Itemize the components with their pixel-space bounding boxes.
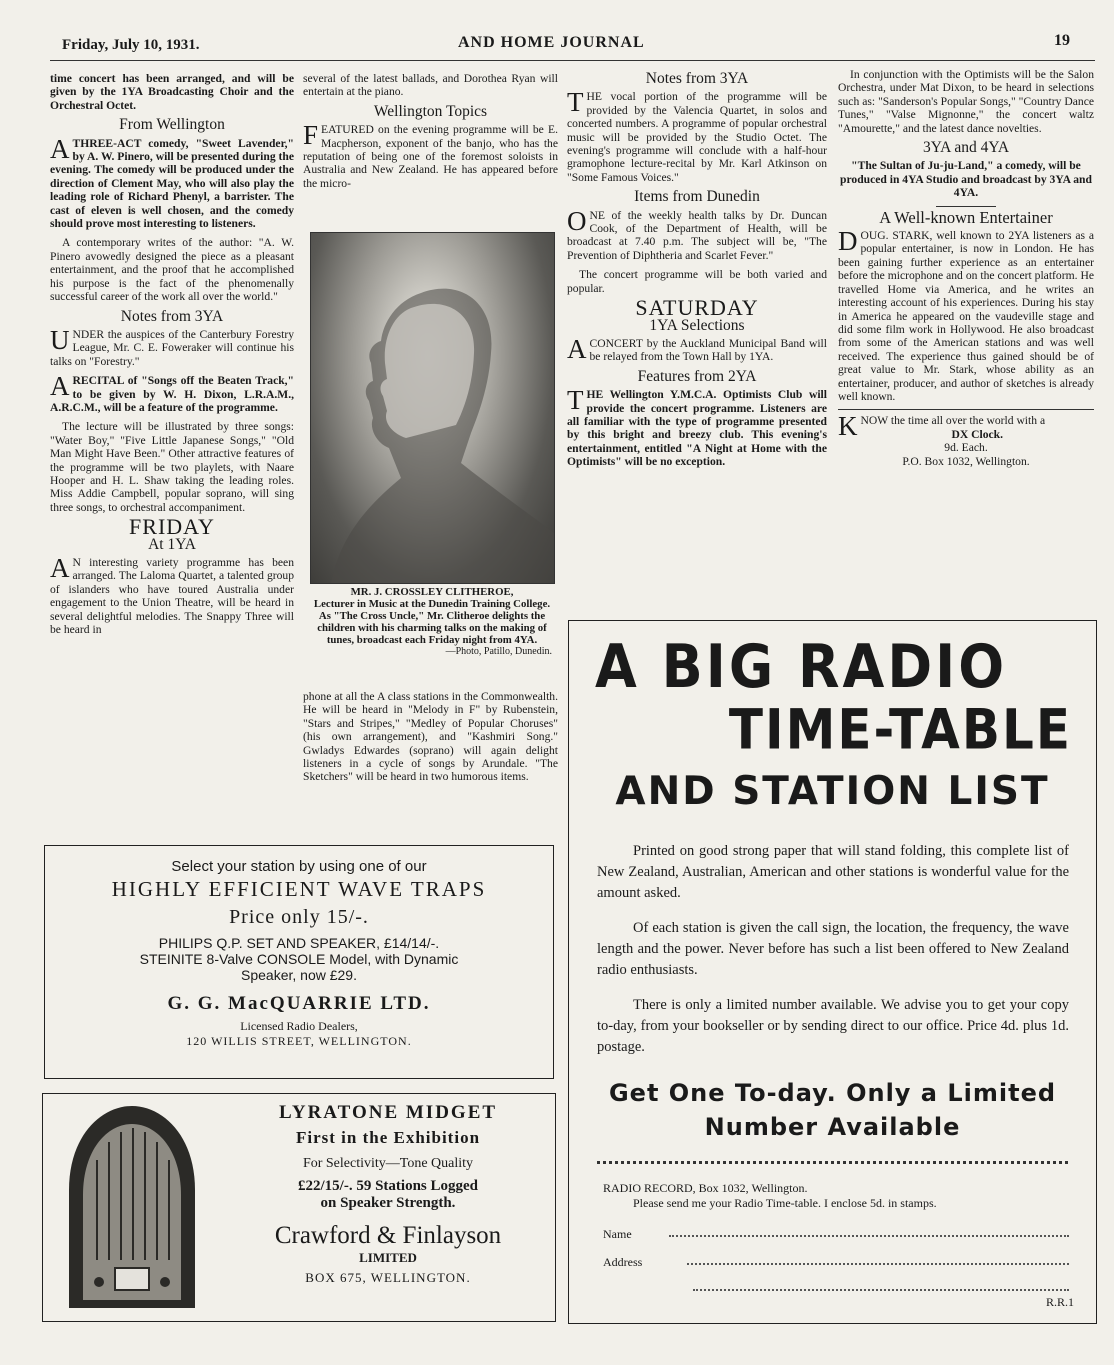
wave-ad-line8: Licensed Radio Dealers, [240, 1019, 358, 1033]
wave-ad-price: Price only 15/-. [229, 906, 369, 928]
heading-at-1ya: At 1YA [148, 535, 196, 553]
heading-friday: FRIDAY [129, 514, 215, 540]
drop-cap: O [567, 205, 587, 236]
wave-ad-line2: HIGHLY EFFICIENT WAVE TRAPS [111, 877, 487, 901]
header-rule [50, 60, 1095, 61]
coupon-address-label: Address [603, 1255, 643, 1269]
lyratone-address: BOX 675, WELLINGTON. [305, 1270, 471, 1285]
column-2-continued [303, 690, 558, 790]
coupon-address-field-1[interactable] [687, 1263, 1069, 1265]
col1-p2: A contemporary writes of the author: "A. W. Pinero avowedly designed the piece as a pleasant entertainment, and the proof that he accomplished his purpose is the fact of the phenomenally successful career of the work all over the world." [50, 236, 294, 304]
col4-p1: In conjunction with the Optimists will be the Salon Orchestra, under Mat Dixon, to be heard in selections such as: "Sanderson's Popular Songs," "Country Dance Tunes," "Valse Mignonne," the concert waltz "Amourette," and the latest dance novelties. [838, 68, 1094, 135]
coupon-name-field[interactable] [669, 1235, 1069, 1237]
drop-cap: A [50, 133, 70, 164]
lyratone-limited: LIMITED [359, 1250, 417, 1265]
header-title: AND HOME JOURNAL [458, 34, 645, 51]
coupon-request: Please send me your Radio Time-table. I enclose 5d. in stamps. [633, 1196, 937, 1210]
wave-traps-ad [44, 845, 554, 1079]
heading-notes-3ya: Notes from 3YA [120, 307, 224, 325]
wave-ad-line1: Select your station by using one of our [171, 858, 427, 875]
drop-cap: T [567, 87, 584, 118]
heading-notes-3ya-b: Notes from 3YA [645, 70, 749, 87]
divider [936, 206, 996, 207]
coupon-address-field-2[interactable] [693, 1289, 1069, 1291]
portrait-photo [310, 232, 555, 584]
col1-p4: RECITAL of "Songs off the Beaten Track," to be given by W. H. Dixon, L.R.A.M., A.R.C.M., will be a feature of the programme. [50, 374, 294, 414]
drop-cap: D [838, 226, 858, 257]
coupon-divider [597, 1161, 1068, 1164]
heading-wellington-topics: Wellington Topics [373, 102, 488, 120]
drop-cap: A [50, 553, 70, 583]
column-2 [303, 72, 558, 196]
drop-cap: A [567, 333, 587, 364]
page-number: 19 [1054, 32, 1070, 49]
column-1 [50, 72, 294, 642]
lyratone-title: LYRATONE MIDGET [278, 1102, 498, 1123]
timetable-p3: There is only a limited number available. We advise you to get your copy to-day, from your bookseller or by sending direct to our office. Price 4d. plus 1d. postage. [597, 997, 1069, 1055]
timetable-headline-2: TIME-TABLE [728, 698, 1072, 762]
timetable-p1: Printed on good strong paper that will stand folding, this complete list of New Zealand, Australian, American and other stations is wonderful value for the amount asked. [597, 843, 1069, 901]
timetable-headline-1: A BIG RADIO [595, 631, 1008, 702]
heading-items-dunedin: Items from Dunedin [634, 188, 760, 206]
lyratone-price: £22/15/-. 59 Stations Logged [297, 1178, 478, 1194]
photo-credit: —Photo, Patillo, Dunedin. [445, 646, 552, 657]
col3-p1: HE vocal portion of the programme will be provided by the Valencia Quartet, in solos and concerted numbers. A programme of popular orchestral music will be provided by the Studio Octet. The evening's programme will conclude with a half-hour gramophone lecture-recital by Mr. Karl Atkinson on "Some Famous Voices." [567, 90, 827, 184]
wave-ad-line4: PHILIPS Q.P. SET AND SPEAKER, £14/14/-. [158, 935, 440, 951]
col1-p1: THREE-ACT comedy, "Sweet Lavender," by A. W. Pinero, will be presented during the evening. The comedy will be produced under the direction of Clement May, who will also play the leading role of Richard Phenyl, a barrister. The cast of eleven is well chosen, and the comedy should prove most interesting to listeners. [50, 136, 294, 231]
divider [838, 409, 1094, 410]
lyratone-ad [42, 1093, 556, 1322]
header-date: Friday, July 10, 1931. [62, 37, 200, 53]
col1-intro: time concert has been arranged, and will be given by the 1YA Broadcasting Choir and the Orchestral Octet. [50, 72, 294, 112]
lyratone-company: Crawford & Finlayson [274, 1222, 502, 1249]
lyratone-line3: For Selectivity—Tone Quality [302, 1156, 474, 1171]
col4-p3: OUG. STARK, well known to 2YA listeners as a popular entertainer, is now in London. He has been gaining further experience as an entertainer before the microphone and on the concert platform. He travelled Home via America, and he writes an interesting account of his experiences. During his stay in America he appeared on the vaudeville stage and did some film work in Hollywood. He also broadcast from some of the American stations and was well received. The experience thus gained should be of great value to Mr. Stark, whose ability as an entertainer, producer, and author of sketches is already well known. [838, 229, 1094, 403]
timetable-cta-line2: Number Available [704, 1113, 961, 1141]
heading-features-2ya: Features from 2YA [637, 367, 757, 385]
timetable-headline-3: AND STATION LIST [615, 769, 1050, 814]
col3-p4: CONCERT by the Auckland Municipal Band will be relayed from the Town Hall by 1YA. [589, 336, 827, 364]
dx-clock-ad-text: NOW the time all over the world with a [860, 414, 1046, 428]
drop-cap: U [50, 324, 70, 355]
coupon-code: R.R.1 [1045, 1295, 1074, 1309]
dx-clock-address: P.O. Box 1032, Wellington. [902, 454, 1030, 468]
col2-intro: several of the latest ballads, and Dorothea Ryan will entertain at the piano. [303, 72, 558, 99]
wave-ad-address: 120 WILLIS STREET, WELLINGTON. [186, 1034, 412, 1048]
drop-cap: F [303, 120, 319, 151]
caption-name: MR. J. CROSSLEY CLITHEROE, [350, 586, 514, 598]
wave-ad-company: G. G. MacQUARRIE LTD. [167, 993, 431, 1014]
col3-p2: NE of the weekly health talks by Dr. Duncan Cook, of the Department of Health, will be broadcast at 7.40 p.m. The subject will be, "The Prevention of Diphtheria and Scarlet Fever." [567, 208, 827, 262]
dx-clock-name: DX Clock. [951, 427, 1004, 441]
heading-1ya-selections: 1YA Selections [649, 316, 745, 334]
drop-cap: K [838, 411, 858, 442]
heading-3ya-4ya: 3YA and 4YA [922, 139, 1010, 157]
caption-text: Lecturer in Music at the Dunedin Training College. As "The Cross Uncle," Mr. Clitheroe delights the children with his charming talks on the making of tunes, broadcast each Friday night from 4YA. [313, 598, 551, 646]
drop-cap: A [50, 371, 70, 402]
photo-caption [312, 586, 552, 658]
col3-p5: HE Wellington Y.M.C.A. Optimists Club will provide the concert programme. Listeners are all familiar with the type of programme presented by this bright and breezy club. This evening's entertainment, entitled "A Night at Home with the Optimists" will be no exception. [567, 388, 827, 469]
radio-set-illustration [57, 1100, 207, 1312]
timetable-p2: Of each station is given the call sign, the location, the frequency, the wave length and the power. Never before has such a list been offered to New Zealand radio enthusiasts. [597, 920, 1069, 978]
heading-saturday: SATURDAY [635, 295, 759, 321]
heading-well-known-entertainer: A Well-known Entertainer [879, 207, 1053, 227]
column-4 [838, 68, 1094, 468]
timetable-ad [568, 620, 1097, 1324]
wave-ad-line5: STEINITE 8-Valve CONSOLE Model, with Dynamic [139, 951, 459, 967]
col1-p5: The lecture will be illustrated by three songs: "Water Boy," "Five Little Japanese Songs," "Old Man Might Have Been." Other attractive features of the programme will be two playlets, with Naare Hooper and H. L. Shaw taking the leading roles. Miss Addie Campbell, popular soprano, will sing three songs, to orchestral accompaniment. [50, 420, 294, 514]
col2-p1: EATURED on the evening programme will be E. Macpherson, exponent of the banjo, who has the reputation of being one of the foremost soloists in Australia and New Zealand. He has appeared before the micro- [303, 123, 558, 190]
column-3 [567, 68, 827, 475]
col2-p2: phone at all the A class stations in the Commonwealth. He will be heard in "Melody in F" by Rubenstein, "Stars and Stripes," "Medley of Popular Choruses" (his own arrangement), and "Kashmiri Song." Gwladys Edwardes (soprano) will again delight listeners in a cycle of songs by Arundale. "The Sketchers" will be heard in two humorous items. [303, 690, 558, 784]
heading-from-wellington: From Wellington [119, 116, 225, 134]
portrait-silhouette [311, 233, 554, 583]
col4-p2: "The Sultan of Ju-ju-Land," a comedy, will be produced in 4YA Studio and broadcast by 3YA and 4YA. [840, 159, 1092, 200]
lyratone-tagline: First in the Exhibition [295, 1128, 481, 1147]
wave-ad-line6: Speaker, now £29. [241, 967, 357, 983]
timetable-cta-line1: Get One To-day. Only a Limited [608, 1079, 1057, 1107]
drop-cap: T [567, 385, 584, 416]
lyratone-line5: on Speaker Strength. [320, 1195, 456, 1211]
dx-clock-price: 9d. Each. [944, 441, 988, 455]
col3-p3: The concert programme will be both varied and popular. [567, 268, 827, 295]
col1-p6: N interesting variety programme has been arranged. The Laloma Quartet, a talented group of islanders who have toured Australia under engagement to the Union Theatre, will be heard in several delightful melodies. The Snappy Three will be heard in [50, 556, 294, 637]
coupon-address: RADIO RECORD, Box 1032, Wellington. [603, 1181, 808, 1195]
col1-p3: NDER the auspices of the Canterbury Forestry League, Mr. C. E. Foweraker will continue his talks on "Forestry." [50, 327, 294, 368]
coupon-name-label: Name [603, 1227, 632, 1241]
